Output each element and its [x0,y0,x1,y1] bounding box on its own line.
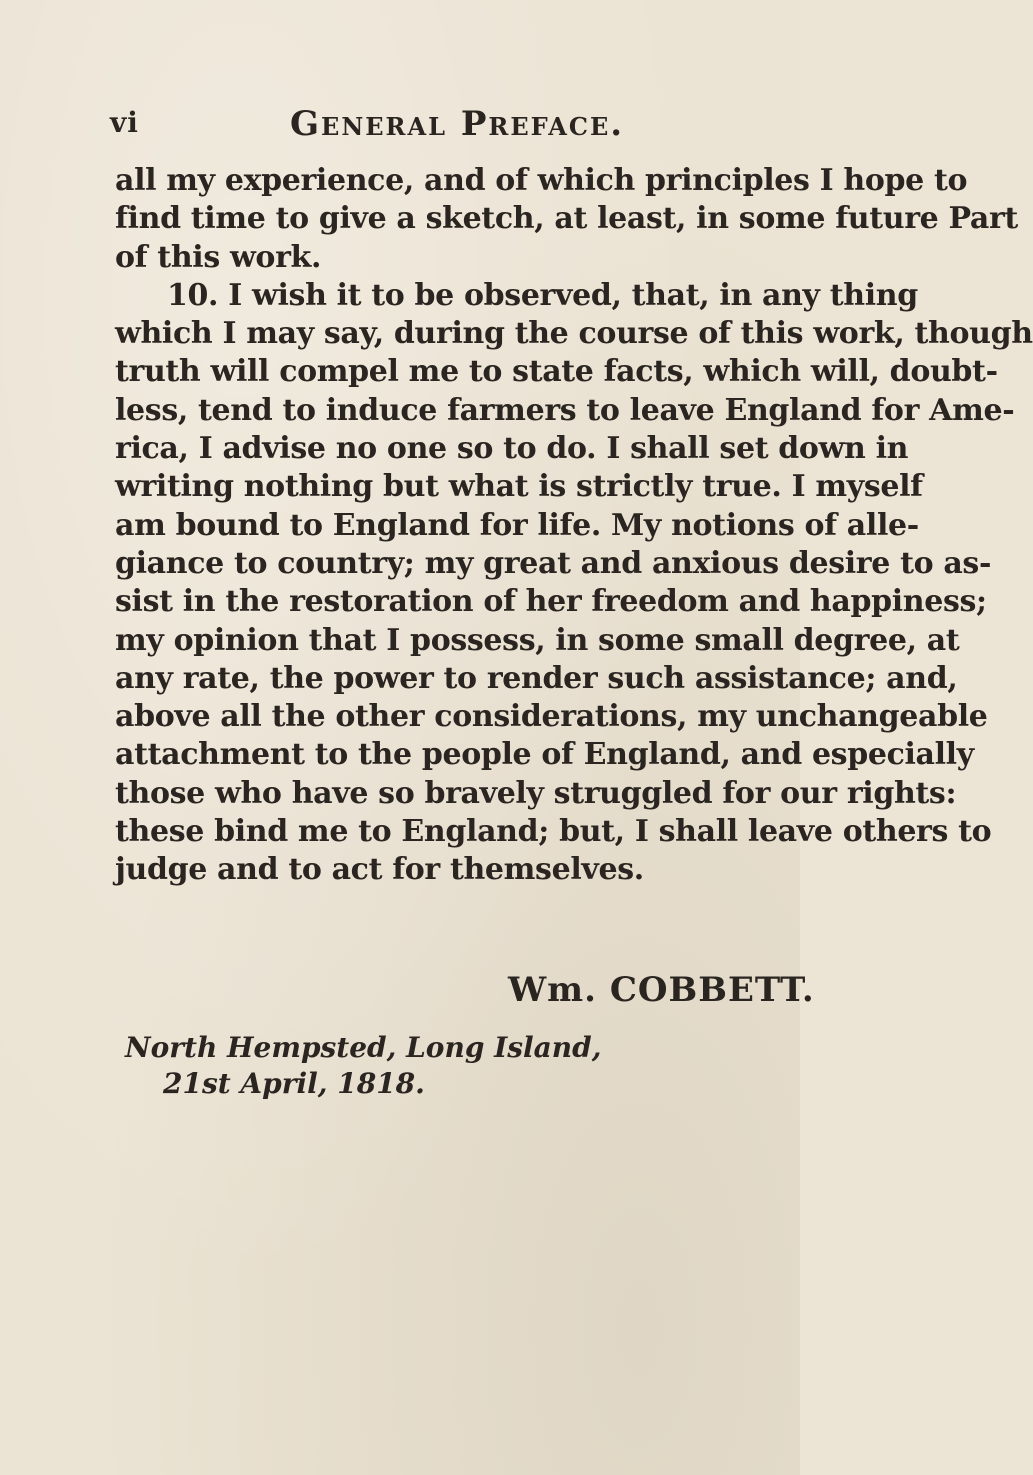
dateline-date: 21st April, 1818. [163,1067,425,1100]
text-line: these bind me to England; but, I shall leave others to [115,814,992,850]
text-line: my opinion that I possess, in some small degree, at [115,622,960,658]
text-line: above all the other considerations, my unchangeable [115,699,988,735]
text-line: all my experience, and of which principles I hope to [115,163,968,198]
text-line: giance to country; my great and anxious desire to as- [115,545,992,581]
running-head [0,106,800,146]
text-line: truth will compel me to state facts, which will, doubt- [115,354,998,390]
body-text [115,162,1033,890]
text-line: find time to give a sketch, at least, in some future Part [115,201,1018,237]
paragraph-10-start: 10. I wish it to be observed, that, in any thing [167,277,918,313]
dateline-place: North Hempsted, Long Island, [125,1031,602,1064]
text-line: of this work. [115,239,322,275]
running-title: General Preface. [290,104,625,144]
text-line: those who have so bravely struggled for our rights: [115,775,957,811]
text-line: writing nothing but what is strictly true. I myself [115,469,923,505]
page-number: vi [110,106,139,139]
text-line: judge and to act for themselves. [115,852,644,888]
text-line: sist in the restoration of her freedom and happiness; [115,584,987,620]
text-line: which I may say, during the course of this work, though [115,316,1033,352]
text-line: attachment to the people of England, and especially [115,737,974,773]
dateline [125,1030,602,1102]
author-signature: Wm. COBBETT. [508,970,815,1010]
text-line: less, tend to induce farmers to leave England for Ame- [115,392,1015,428]
text-line: any rate, the power to render such assistance; and, [115,660,958,696]
text-line: am bound to England for life. My notions of alle- [115,507,919,543]
text-line: rica, I advise no one so to do. I shall set down in [115,431,909,467]
